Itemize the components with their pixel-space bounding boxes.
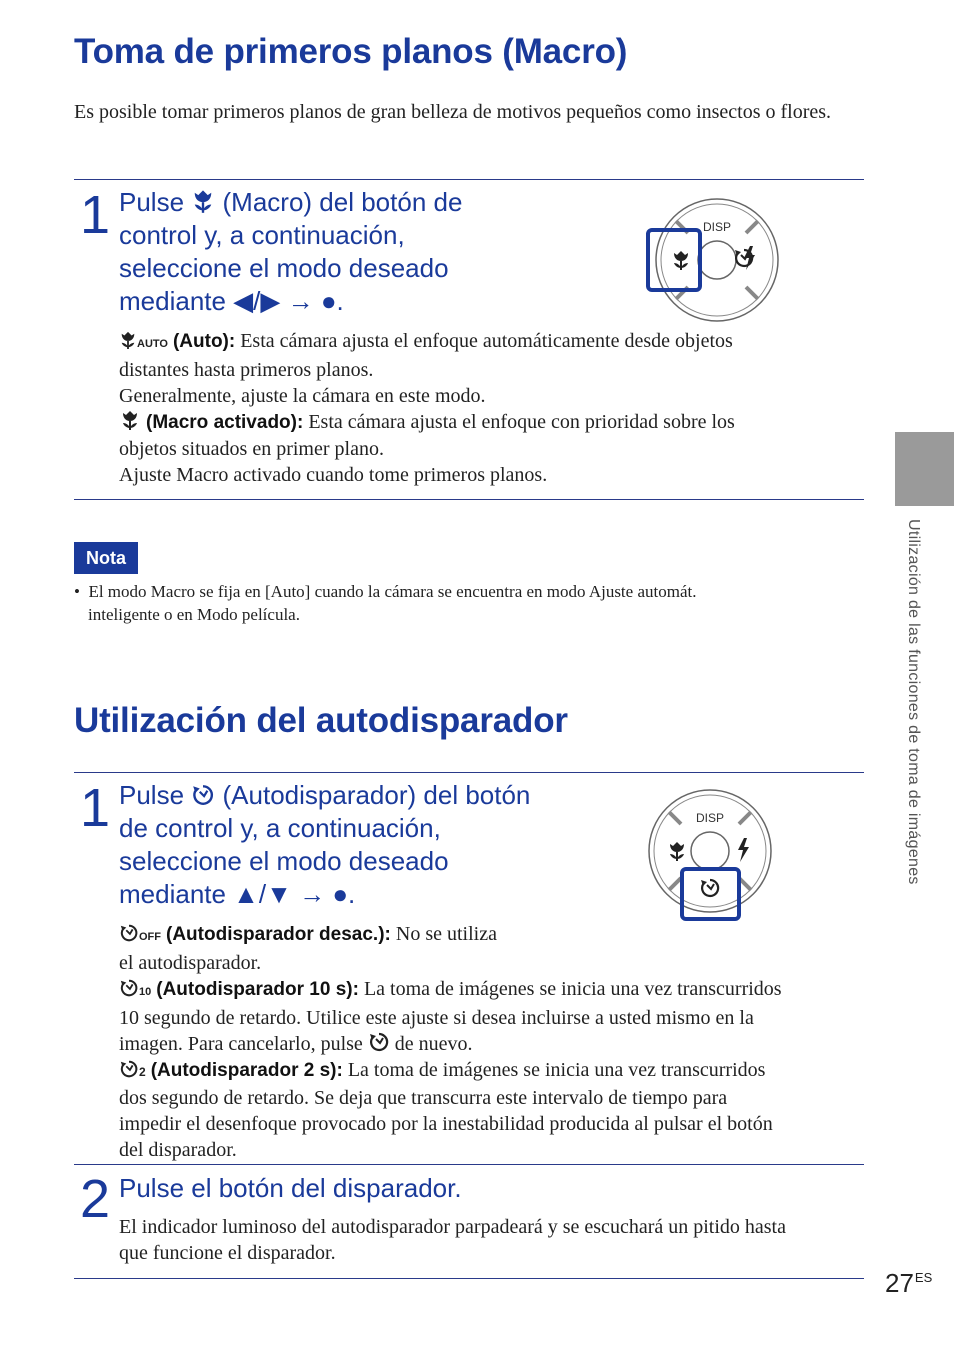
step-title-text: control y, a continuación, (119, 220, 405, 250)
icon-suffix: 10 (139, 986, 152, 998)
section-title-self-timer: Utilización del autodisparador (74, 701, 568, 740)
page-number (885, 1268, 932, 1299)
option-text: La toma de imágenes se inicia una vez transcurridos (347, 1059, 766, 1081)
macro-on-icon (119, 409, 141, 431)
step-title-text: de control y, a continuación, (119, 813, 441, 843)
timer-off-icon (119, 923, 139, 943)
step-title-text: Pulse (119, 187, 185, 217)
step-text: El indicador luminoso del autodisparador parpadeará y se escuchará un pitido hasta (119, 1216, 786, 1238)
option-text: objetos situados en primer plano. (119, 438, 384, 460)
step-description (119, 1214, 864, 1266)
option-text: La toma de imágenes se inicia una vez transcurridos (363, 978, 782, 1000)
option-text: Esta cámara ajusta el enfoque con prioridad sobre los (308, 411, 735, 433)
option-text: imagen. Para cancelarlo, pulse (119, 1033, 363, 1055)
step-number: 1 (80, 185, 111, 245)
note-line: inteligente o en Modo película. (88, 605, 300, 624)
option-text: No se utiliza (395, 923, 497, 945)
macro-auto-icon (119, 330, 137, 350)
side-tab (895, 432, 954, 506)
page-lang: ES (914, 1270, 933, 1285)
step-title-text: seleccione el modo deseado (119, 846, 449, 876)
option-text: del disparador. (119, 1139, 237, 1161)
option-label: (Autodisparador 10 s): (156, 979, 359, 1000)
disp-label: DISP (703, 220, 732, 234)
page-number-value: 27 (885, 1268, 914, 1298)
icon-suffix: OFF (139, 931, 161, 943)
side-label: Utilización de las funciones de toma de imágenes (905, 519, 922, 885)
control-dial (640, 196, 785, 326)
note-line: El modo Macro se fija en [Auto] cuando la cámara se encuentra en modo Ajuste automát. (88, 582, 697, 601)
option-label: (Autodisparador 2 s): (150, 1060, 343, 1081)
note-text: • El modo Macro se fija en [Auto] cuando la cámara se encuentra en modo Ajuste automát. inteligente o en Modo película. (74, 580, 864, 626)
option-text: 10 segundo de retardo. Utilice este ajuste si desea incluirse a usted mismo en la (119, 1007, 754, 1029)
divider (74, 772, 864, 773)
icon-suffix: 2 (139, 1065, 146, 1079)
step-title (119, 779, 530, 911)
step-number: 2 (80, 1169, 111, 1229)
option-text: distantes hasta primeros planos. (119, 359, 374, 381)
option-label: (Macro activado): (146, 412, 304, 433)
section-title-macro: Toma de primeros planos (Macro) (74, 32, 628, 71)
macro-options (119, 328, 864, 488)
step-title: Pulse el botón del disparador. (119, 1173, 462, 1203)
disp-label: DISP (696, 811, 725, 825)
step-title (119, 186, 462, 318)
step-text: que funcione el disparador. (119, 1242, 336, 1264)
timer-10s-icon (119, 978, 139, 998)
option-text: Generalmente, ajuste la cámara en este modo. (119, 385, 486, 407)
option-text: el autodisparador. (119, 952, 262, 974)
step-title-text: Pulse (119, 780, 185, 810)
step-title-text: (Autodisparador) del botón (222, 780, 531, 810)
step-title-text: (Macro) del botón de (222, 187, 463, 217)
step-title-text: seleccione el modo deseado (119, 253, 449, 283)
macro-icon (191, 188, 215, 214)
icon-suffix: AUTO (137, 338, 168, 350)
option-label: (Autodisparador desac.): (166, 924, 391, 945)
step-title-text: mediante ▲/▼ → ●. (119, 879, 356, 909)
divider (74, 1278, 864, 1279)
divider (74, 499, 864, 500)
divider (74, 1164, 864, 1165)
option-text: Esta cámara ajusta el enfoque automáticamente desde objetos (240, 330, 733, 352)
option-label: (Auto): (172, 331, 236, 352)
timer-2s-icon (119, 1059, 139, 1079)
note-badge: Nota (74, 542, 138, 574)
step-title-text: mediante ◀/▶ → ●. (119, 286, 344, 316)
option-text: impedir el desenfoque provocado por la inestabilidad producida al pulsar el botón (119, 1113, 773, 1135)
option-text: dos segundo de retardo. Se deja que transcurra este intervalo de tiempo para (119, 1087, 728, 1109)
self-timer-options (119, 921, 864, 1163)
macro-intro: Es posible tomar primeros planos de gran belleza de motivos pequeños como insectos o flores. (74, 101, 832, 123)
divider (74, 179, 864, 180)
option-text: Ajuste Macro activado cuando tome primeros planos. (119, 464, 548, 486)
option-text: de nuevo. (394, 1033, 473, 1055)
self-timer-icon (191, 783, 215, 807)
control-dial (640, 788, 785, 928)
step-number: 1 (80, 778, 111, 838)
self-timer-icon (368, 1031, 390, 1053)
